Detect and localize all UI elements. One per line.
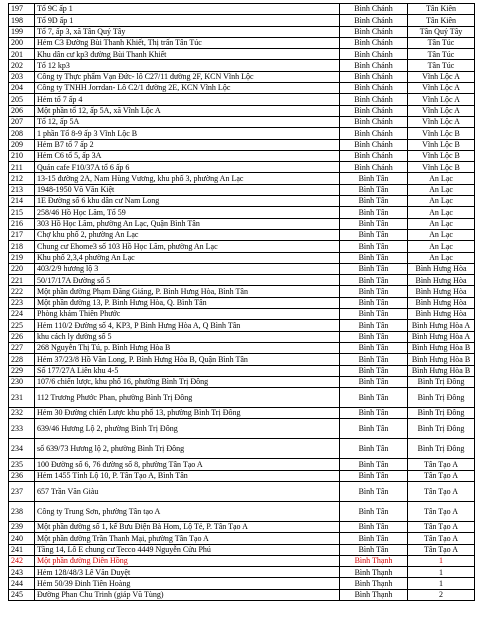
ward-cell: 1 [408, 567, 475, 578]
row-number-cell: 237 [9, 481, 35, 501]
row-number-cell: 202 [9, 60, 35, 71]
ward-cell: An Lạc [408, 241, 475, 252]
row-number-cell: 240 [9, 533, 35, 544]
table-row [9, 139, 475, 150]
table-row [9, 470, 475, 481]
district-cell: Bình Tân [340, 229, 408, 240]
table-row [9, 263, 475, 274]
district-cell: Bình Tân [340, 470, 408, 481]
table-row [9, 521, 475, 532]
ward-cell: Tân Tạo A [408, 533, 475, 544]
row-number-cell: 204 [9, 83, 35, 94]
table-row [9, 4, 475, 15]
table-row [9, 419, 475, 439]
table-row [9, 252, 475, 263]
address-cell: Một phần đường số 1, kế Bưu Điện Bà Hom, Lộ Tẻ, P. Tân Tạo A [35, 521, 340, 532]
address-cell: Khu dân cư kp3 đường Bùi Thanh Khiết [35, 49, 340, 60]
address-cell: 1 phần Tổ 8-9 ấp 3 Vĩnh Lộc B [35, 128, 340, 139]
address-cell: Công ty Thực phẩm Vạn Đức- lô C27/11 đường 2F, KCN Vĩnh Lộc [35, 71, 340, 82]
district-cell: Bình Tân [340, 459, 408, 470]
row-number-cell: 229 [9, 365, 35, 376]
address-cell: Một phần tổ 12, ấp 5A, xã Vĩnh Lộc A [35, 105, 340, 116]
district-cell: Bình Tân [340, 263, 408, 274]
row-number-cell: 215 [9, 207, 35, 218]
table-row [9, 589, 475, 600]
district-cell: Bình Tân [340, 275, 408, 286]
address-cell: Hẻm tổ 7 ấp 4 [35, 94, 340, 105]
ward-cell: 1 [408, 555, 475, 566]
ward-cell: Tân Kiên [408, 15, 475, 26]
district-cell: Bình Chánh [340, 116, 408, 127]
row-number-cell: 197 [9, 4, 35, 15]
table-row [9, 354, 475, 365]
table-row [9, 408, 475, 419]
ward-cell: Tân Túc [408, 37, 475, 48]
address-cell: 303 Hồ Học Lãm, phường An Lạc, Quận Bình Tân [35, 218, 340, 229]
row-number-cell: 214 [9, 196, 35, 207]
ward-cell: An Lạc [408, 207, 475, 218]
row-number-cell: 219 [9, 252, 35, 263]
address-cell: 50/17/17A Đường số 5 [35, 275, 340, 286]
table-row [9, 229, 475, 240]
row-number-cell: 244 [9, 578, 35, 589]
district-cell: Bình Tân [340, 533, 408, 544]
district-cell: Bình Tân [340, 481, 408, 501]
address-cell: Một phần đường Diên Hồng [35, 555, 340, 566]
table-row [9, 37, 475, 48]
table-row [9, 162, 475, 173]
row-number-cell: 218 [9, 241, 35, 252]
ward-cell: 1 [408, 578, 475, 589]
ward-cell: Vĩnh Lộc A [408, 94, 475, 105]
table-row [9, 578, 475, 589]
table-row [9, 286, 475, 297]
district-cell: Bình Tân [340, 439, 408, 459]
ward-cell: Bình Hưng Hòa B [408, 342, 475, 353]
ward-cell: Tân Kiên [408, 4, 475, 15]
ward-cell: Vĩnh Lộc A [408, 116, 475, 127]
table-row [9, 501, 475, 521]
address-cell: Một phần đường Phạm Đăng Giảng, P. Bình Hưng Hòa, Bình Tân [35, 286, 340, 297]
table-row [9, 26, 475, 37]
district-cell: Bình Chánh [340, 26, 408, 37]
ward-cell: Tân Túc [408, 60, 475, 71]
address-cell: Hẻm 110/2 Đường số 4, KP3, P Bình Hưng Hòa A, Q Bình Tân [35, 320, 340, 331]
district-cell: Bình Tân [340, 419, 408, 439]
row-number-cell: 231 [9, 388, 35, 408]
ward-cell: An Lạc [408, 252, 475, 263]
table-row [9, 105, 475, 116]
address-cell: Tổ 12, ấp 5A [35, 116, 340, 127]
address-cell: 112 Trương Phước Phan, phường Bình Trị Đông [35, 388, 340, 408]
row-number-cell: 241 [9, 544, 35, 555]
ward-cell: Vĩnh Lộc A [408, 83, 475, 94]
district-cell: Bình Tân [340, 241, 408, 252]
district-cell: Bình Tân [340, 173, 408, 184]
ward-cell: Bình Trị Đông [408, 419, 475, 439]
table-row [9, 533, 475, 544]
ward-cell: Bình Hưng Hòa [408, 297, 475, 308]
ward-cell: Tân Tạo A [408, 521, 475, 532]
table-row [9, 83, 475, 94]
ward-cell: An Lạc [408, 218, 475, 229]
row-number-cell: 211 [9, 162, 35, 173]
address-cell: Tổ 7, ấp 3, xã Tân Quý Tây [35, 26, 340, 37]
district-cell: Bình Tân [340, 196, 408, 207]
row-number-cell: 245 [9, 589, 35, 600]
ward-cell: Bình Hưng Hòa [408, 263, 475, 274]
row-number-cell: 227 [9, 342, 35, 353]
ward-cell: Vĩnh Lộc A [408, 105, 475, 116]
district-cell: Bình Tân [340, 320, 408, 331]
table-row [9, 116, 475, 127]
row-number-cell: 242 [9, 555, 35, 566]
address-cell: Số 177/27A Liên khu 4-5 [35, 365, 340, 376]
row-number-cell: 205 [9, 94, 35, 105]
address-cell: 403/2/9 hương lộ 3 [35, 263, 340, 274]
row-number-cell: 236 [9, 470, 35, 481]
table-row [9, 184, 475, 195]
ward-cell: Tân Tạo A [408, 470, 475, 481]
ward-cell: Tân Tạo A [408, 481, 475, 501]
ward-cell: An Lạc [408, 184, 475, 195]
row-number-cell: 199 [9, 26, 35, 37]
address-cell: Hẻm B7 tổ 7 ấp 2 [35, 139, 340, 150]
row-number-cell: 203 [9, 71, 35, 82]
district-cell: Bình Chánh [340, 139, 408, 150]
address-cell: Một phần đường Trần Thanh Mại, phường Tân Tạo A [35, 533, 340, 544]
district-cell: Bình Chánh [340, 162, 408, 173]
table-row [9, 49, 475, 60]
table-row [9, 241, 475, 252]
table-row [9, 331, 475, 342]
address-table [8, 3, 475, 601]
address-cell: Công ty Trung Sơn, phường Tân tạo A [35, 501, 340, 521]
row-number-cell: 226 [9, 331, 35, 342]
address-cell: Tầng 14, Lô E chung cư Tecco 4449 Nguyễn Cửu Phú [35, 544, 340, 555]
table-row [9, 207, 475, 218]
address-cell: Công ty TNHH Jorrdan- Lô C2/1 đường 2E, KCN Vĩnh Lộc [35, 83, 340, 94]
ward-cell: Bình Hưng Hòa A [408, 320, 475, 331]
district-cell: Bình Chánh [340, 4, 408, 15]
district-cell: Bình Chánh [340, 60, 408, 71]
district-cell: Bình Chánh [340, 71, 408, 82]
row-number-cell: 232 [9, 408, 35, 419]
ward-cell: An Lạc [408, 196, 475, 207]
address-table-body [9, 4, 475, 601]
address-cell: khu cách ly đường số 5 [35, 331, 340, 342]
district-cell: Bình Tân [340, 184, 408, 195]
ward-cell: Bình Trị Đông [408, 439, 475, 459]
district-cell: Bình Chánh [340, 49, 408, 60]
row-number-cell: 243 [9, 567, 35, 578]
row-number-cell: 208 [9, 128, 35, 139]
table-row [9, 128, 475, 139]
row-number-cell: 201 [9, 49, 35, 60]
ward-cell: An Lạc [408, 173, 475, 184]
district-cell: Bình Thạnh [340, 567, 408, 578]
ward-cell: Bình Hưng Hòa [408, 286, 475, 297]
table-row [9, 567, 475, 578]
address-cell: Tổ 12 kp3 [35, 60, 340, 71]
address-cell: 657 Trần Văn Giàu [35, 481, 340, 501]
table-row [9, 309, 475, 320]
table-row [9, 297, 475, 308]
district-cell: Bình Thạnh [340, 555, 408, 566]
district-cell: Bình Tân [340, 501, 408, 521]
ward-cell: Vĩnh Lộc A [408, 71, 475, 82]
address-cell: số 639/73 Hương lộ 2, phường Bình Trị Đông [35, 439, 340, 459]
ward-cell: Tân Tạo A [408, 459, 475, 470]
row-number-cell: 239 [9, 521, 35, 532]
address-cell: Hẻm 37/23/8 Hồ Văn Long, P. Bình Hưng Hòa B, Quận Bình Tân [35, 354, 340, 365]
district-cell: Bình Tân [340, 388, 408, 408]
row-number-cell: 222 [9, 286, 35, 297]
table-row [9, 173, 475, 184]
district-cell: Bình Chánh [340, 15, 408, 26]
ward-cell: Tân Quý Tây [408, 26, 475, 37]
ward-cell: Bình Hưng Hòa [408, 309, 475, 320]
table-row [9, 544, 475, 555]
district-cell: Bình Chánh [340, 37, 408, 48]
table-row [9, 60, 475, 71]
ward-cell: Bình Trị Đông [408, 408, 475, 419]
ward-cell: An Lạc [408, 229, 475, 240]
address-cell: 1948-1950 Võ Văn Kiệt [35, 184, 340, 195]
row-number-cell: 206 [9, 105, 35, 116]
district-cell: Bình Tân [340, 544, 408, 555]
address-cell: 107/6 chiến lược, khu phố 16, phường Bình Trị Đông [35, 376, 340, 387]
district-cell: Bình Tân [340, 218, 408, 229]
district-cell: Bình Tân [340, 309, 408, 320]
district-cell: Bình Chánh [340, 83, 408, 94]
district-cell: Bình Tân [340, 354, 408, 365]
address-cell: Hẻm 50/39 Đinh Tiên Hoàng [35, 578, 340, 589]
table-row [9, 376, 475, 387]
table-row [9, 365, 475, 376]
address-cell: Hẻm 30 Đường chiến Lược khu phố 13, phường Bình Trị Đông [35, 408, 340, 419]
district-cell: Bình Tân [340, 331, 408, 342]
district-cell: Bình Tân [340, 342, 408, 353]
district-cell: Bình Chánh [340, 105, 408, 116]
row-number-cell: 233 [9, 419, 35, 439]
row-number-cell: 221 [9, 275, 35, 286]
table-row [9, 555, 475, 566]
table-row [9, 15, 475, 26]
district-cell: Bình Chánh [340, 94, 408, 105]
address-cell: Tổ 9D ấp 1 [35, 15, 340, 26]
address-cell: Phòng khám Thiên Phước [35, 309, 340, 320]
ward-cell: Bình Hưng Hòa B [408, 354, 475, 365]
row-number-cell: 212 [9, 173, 35, 184]
row-number-cell: 224 [9, 309, 35, 320]
ward-cell: Tân Tạo A [408, 544, 475, 555]
table-row [9, 342, 475, 353]
row-number-cell: 200 [9, 37, 35, 48]
row-number-cell: 198 [9, 15, 35, 26]
ward-cell: Vĩnh Lộc B [408, 162, 475, 173]
ward-cell: 2 [408, 589, 475, 600]
row-number-cell: 210 [9, 150, 35, 161]
table-row [9, 320, 475, 331]
row-number-cell: 216 [9, 218, 35, 229]
table-row [9, 388, 475, 408]
address-cell: Đường Phan Chu Trinh (giáp Vũ Tùng) [35, 589, 340, 600]
district-cell: Bình Tân [340, 252, 408, 263]
ward-cell: Vĩnh Lộc B [408, 150, 475, 161]
row-number-cell: 207 [9, 116, 35, 127]
address-cell: 1E Đường số 6 khu dân cư Nam Long [35, 196, 340, 207]
table-row [9, 150, 475, 161]
district-cell: Bình Thạnh [340, 589, 408, 600]
row-number-cell: 209 [9, 139, 35, 150]
address-cell: Một phần đường 13, P. Bình Hưng Hòa, Q. Bình Tân [35, 297, 340, 308]
district-cell: Bình Tân [340, 521, 408, 532]
ward-cell: Tân Túc [408, 49, 475, 60]
row-number-cell: 220 [9, 263, 35, 274]
address-cell: 100 Đường số 6, 76 đường số 8, phường Tân Tạo A [35, 459, 340, 470]
row-number-cell: 228 [9, 354, 35, 365]
district-cell: Bình Tân [340, 376, 408, 387]
table-row [9, 439, 475, 459]
table-row [9, 94, 475, 105]
table-row [9, 196, 475, 207]
district-cell: Bình Tân [340, 408, 408, 419]
address-cell: Khu phố 2,3,4 phường An Lạc [35, 252, 340, 263]
table-row [9, 459, 475, 470]
address-cell: Chợ khu phố 2, phường An Lạc [35, 229, 340, 240]
row-number-cell: 230 [9, 376, 35, 387]
address-cell: 13-15 đường 2A, Nam Hùng Vương, khu phố 3, phường An Lạc [35, 173, 340, 184]
row-number-cell: 234 [9, 439, 35, 459]
address-cell: 268 Nguyễn Thị Tú, p. Bình Hưng Hòa B [35, 342, 340, 353]
address-cell: Hẻm C3 Đường Bùi Thanh Khiết, Thị trấn Tân Túc [35, 37, 340, 48]
ward-cell: Bình Trị Đông [408, 388, 475, 408]
row-number-cell: 217 [9, 229, 35, 240]
table-row [9, 218, 475, 229]
ward-cell: Bình Trị Đông [408, 376, 475, 387]
district-cell: Bình Tân [340, 297, 408, 308]
table-row [9, 275, 475, 286]
district-cell: Bình Thạnh [340, 578, 408, 589]
ward-cell: Tân Tạo A [408, 501, 475, 521]
row-number-cell: 238 [9, 501, 35, 521]
table-row [9, 481, 475, 501]
ward-cell: Bình Hưng Hòa [408, 275, 475, 286]
district-cell: Bình Chánh [340, 128, 408, 139]
district-cell: Bình Tân [340, 207, 408, 218]
ward-cell: Vĩnh Lộc B [408, 139, 475, 150]
address-cell: Quán cafe F10/37A tổ 6 ấp 6 [35, 162, 340, 173]
address-cell: 639/46 Hương Lộ 2, phường Bình Trị Đông [35, 419, 340, 439]
address-cell: Hẻm 128/48/3 Lê Văn Duyệt [35, 567, 340, 578]
table-row [9, 71, 475, 82]
row-number-cell: 225 [9, 320, 35, 331]
address-cell: Tổ 9C ấp 1 [35, 4, 340, 15]
row-number-cell: 213 [9, 184, 35, 195]
district-cell: Bình Tân [340, 365, 408, 376]
address-cell: 258/46 Hồ Học Lãm, Tổ 59 [35, 207, 340, 218]
ward-cell: Bình Hưng Hòa A [408, 331, 475, 342]
ward-cell: Bình Hưng Hòa B [408, 365, 475, 376]
row-number-cell: 235 [9, 459, 35, 470]
district-cell: Bình Chánh [340, 150, 408, 161]
address-cell: Chung cư Ehome3 số 103 Hồ Học Lãm, phường An Lạc [35, 241, 340, 252]
address-cell: Hẻm C6 tổ 5, ấp 3A [35, 150, 340, 161]
district-cell: Bình Tân [340, 286, 408, 297]
address-cell: Hẻm 1455 Tỉnh Lộ 10, P. Tân Tạo A, Bình Tân [35, 470, 340, 481]
row-number-cell: 223 [9, 297, 35, 308]
ward-cell: Vĩnh Lộc B [408, 128, 475, 139]
